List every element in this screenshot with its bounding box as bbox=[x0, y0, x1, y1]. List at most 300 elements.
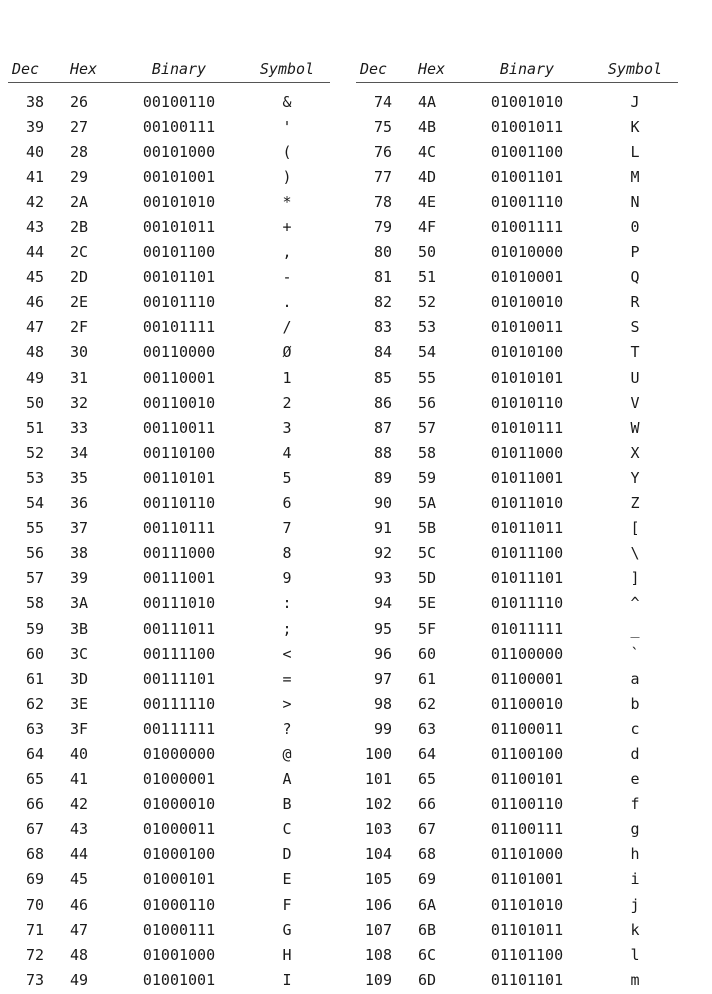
binary-cell: 01001101 bbox=[490, 167, 564, 186]
table-row bbox=[356, 240, 678, 265]
binary-cell: 01010101 bbox=[490, 368, 564, 387]
hex-cell: 52 bbox=[418, 293, 437, 312]
binary-cell: 00111100 bbox=[142, 644, 216, 663]
table-row bbox=[8, 867, 330, 892]
dec-cell: 79 bbox=[373, 218, 392, 237]
symbol-cell: a bbox=[630, 669, 640, 688]
dec-cell: 58 bbox=[25, 594, 44, 613]
hex-cell: 37 bbox=[70, 519, 89, 538]
hex-cell: 53 bbox=[418, 318, 437, 337]
table-row bbox=[356, 967, 678, 992]
binary-cell: 00101110 bbox=[142, 293, 216, 312]
symbol-cell: i bbox=[630, 870, 640, 889]
hex-cell: 58 bbox=[418, 443, 437, 462]
hex-cell: 6C bbox=[418, 945, 437, 964]
binary-cell: 00101011 bbox=[142, 218, 216, 237]
table-row bbox=[8, 465, 330, 490]
table-row bbox=[8, 265, 330, 290]
hex-cell: 5B bbox=[418, 519, 437, 538]
binary-cell: 00101000 bbox=[142, 142, 216, 161]
hex-cell: 3F bbox=[70, 719, 89, 738]
hex-cell: 4E bbox=[418, 192, 437, 211]
symbol-cell: S bbox=[630, 318, 640, 337]
symbol-cell: C bbox=[282, 820, 292, 839]
hex-cell: 2F bbox=[70, 318, 89, 337]
hex-cell: 47 bbox=[70, 920, 89, 939]
table-row bbox=[8, 214, 330, 239]
symbol-cell: ? bbox=[282, 719, 292, 738]
table-row bbox=[356, 741, 678, 766]
symbol-cell: k bbox=[630, 920, 640, 939]
symbol-cell: / bbox=[282, 318, 292, 337]
hex-cell: 63 bbox=[418, 719, 437, 738]
binary-cell: 01100111 bbox=[490, 820, 564, 839]
table-row bbox=[356, 365, 678, 390]
dec-cell: 44 bbox=[25, 243, 44, 262]
binary-cell: 01000010 bbox=[142, 795, 216, 814]
header-binary: Binary bbox=[114, 52, 244, 83]
binary-cell: 00111110 bbox=[142, 694, 216, 713]
table-row bbox=[356, 139, 678, 164]
symbol-cell: b bbox=[630, 694, 640, 713]
table-row bbox=[8, 365, 330, 390]
binary-cell: 01011001 bbox=[490, 468, 564, 487]
binary-cell: 01010100 bbox=[490, 343, 564, 362]
symbol-cell: m bbox=[630, 970, 640, 989]
symbol-cell: ) bbox=[282, 167, 292, 186]
binary-cell: 01011110 bbox=[490, 594, 564, 613]
binary-cell: 01011100 bbox=[490, 544, 564, 563]
binary-cell: 01011011 bbox=[490, 519, 564, 538]
binary-cell: 00101101 bbox=[142, 268, 216, 287]
hex-cell: 2D bbox=[70, 268, 89, 287]
binary-cell: 01100010 bbox=[490, 694, 564, 713]
symbol-cell: 7 bbox=[282, 519, 292, 538]
table-row bbox=[8, 164, 330, 189]
binary-cell: 00110100 bbox=[142, 443, 216, 462]
binary-cell: 00100110 bbox=[142, 92, 216, 111]
hex-cell: 56 bbox=[418, 393, 437, 412]
binary-cell: 00110111 bbox=[142, 519, 216, 538]
table-row bbox=[356, 591, 678, 616]
dec-cell: 96 bbox=[373, 644, 392, 663]
symbol-cell: : bbox=[282, 594, 292, 613]
binary-cell: 01100011 bbox=[490, 719, 564, 738]
table-row bbox=[356, 340, 678, 365]
hex-cell: 59 bbox=[418, 468, 437, 487]
dec-cell: 64 bbox=[25, 744, 44, 763]
dec-cell: 47 bbox=[25, 318, 44, 337]
table-row bbox=[8, 516, 330, 541]
hex-cell: 5E bbox=[418, 594, 437, 613]
hex-cell: 39 bbox=[70, 569, 89, 588]
binary-cell: 01001000 bbox=[142, 945, 216, 964]
dec-cell: 52 bbox=[25, 443, 44, 462]
hex-cell: 3D bbox=[70, 669, 89, 688]
hex-cell: 34 bbox=[70, 443, 89, 462]
dec-cell: 42 bbox=[25, 192, 44, 211]
hex-cell: 48 bbox=[70, 945, 89, 964]
dec-cell: 59 bbox=[25, 619, 44, 638]
hex-cell: 62 bbox=[418, 694, 437, 713]
dec-cell: 43 bbox=[25, 218, 44, 237]
symbol-cell: N bbox=[630, 192, 640, 211]
dec-cell: 39 bbox=[25, 117, 44, 136]
dec-cell: 101 bbox=[364, 770, 392, 789]
symbol-cell: 4 bbox=[282, 443, 292, 462]
binary-cell: 00111111 bbox=[142, 719, 216, 738]
symbol-cell: Z bbox=[630, 494, 640, 513]
table-row bbox=[8, 792, 330, 817]
table-row bbox=[356, 892, 678, 917]
dec-cell: 49 bbox=[25, 368, 44, 387]
binary-cell: 00111101 bbox=[142, 669, 216, 688]
table-row bbox=[8, 641, 330, 666]
dec-cell: 77 bbox=[373, 167, 392, 186]
binary-cell: 01000101 bbox=[142, 870, 216, 889]
table-row bbox=[356, 691, 678, 716]
symbol-cell: B bbox=[282, 795, 292, 814]
symbol-cell: F bbox=[282, 895, 292, 914]
dec-cell: 106 bbox=[364, 895, 392, 914]
symbol-cell: D bbox=[282, 845, 292, 864]
dec-cell: 78 bbox=[373, 192, 392, 211]
dec-cell: 81 bbox=[373, 268, 392, 287]
header-symbol: Symbol bbox=[244, 52, 330, 83]
dec-cell: 66 bbox=[25, 795, 44, 814]
table-row bbox=[8, 716, 330, 741]
symbol-cell: W bbox=[630, 418, 640, 437]
table-row bbox=[356, 189, 678, 214]
table-row bbox=[356, 83, 678, 115]
table-row bbox=[8, 616, 330, 641]
symbol-cell: @ bbox=[282, 744, 292, 763]
table-row bbox=[8, 967, 330, 992]
table-row bbox=[8, 491, 330, 516]
ascii-table-left bbox=[8, 52, 330, 992]
hex-cell: 5D bbox=[418, 569, 437, 588]
table-row bbox=[356, 114, 678, 139]
hex-cell: 60 bbox=[418, 644, 437, 663]
hex-cell: 5F bbox=[418, 619, 437, 638]
dec-cell: 55 bbox=[25, 519, 44, 538]
hex-cell: 43 bbox=[70, 820, 89, 839]
ascii-table-right bbox=[356, 52, 678, 992]
hex-cell: 65 bbox=[418, 770, 437, 789]
table-row bbox=[8, 566, 330, 591]
hex-cell: 28 bbox=[70, 142, 89, 161]
hex-cell: 4C bbox=[418, 142, 437, 161]
symbol-cell: 1 bbox=[282, 368, 292, 387]
dec-cell: 45 bbox=[25, 268, 44, 287]
binary-cell: 01011101 bbox=[490, 569, 564, 588]
dec-cell: 107 bbox=[364, 920, 392, 939]
hex-cell: 68 bbox=[418, 845, 437, 864]
dec-cell: 102 bbox=[364, 795, 392, 814]
symbol-cell: I bbox=[282, 970, 292, 989]
table-row bbox=[8, 340, 330, 365]
header-dec: Dec bbox=[8, 52, 58, 83]
dec-cell: 41 bbox=[25, 167, 44, 186]
table-row bbox=[356, 566, 678, 591]
table-row bbox=[8, 139, 330, 164]
dec-cell: 63 bbox=[25, 719, 44, 738]
binary-cell: 01101001 bbox=[490, 870, 564, 889]
symbol-cell: = bbox=[282, 669, 292, 688]
dec-cell: 57 bbox=[25, 569, 44, 588]
symbol-cell: U bbox=[630, 368, 640, 387]
dec-cell: 62 bbox=[25, 694, 44, 713]
symbol-cell: ` bbox=[630, 644, 640, 663]
binary-cell: 01001011 bbox=[490, 117, 564, 136]
hex-cell: 32 bbox=[70, 393, 89, 412]
dec-cell: 85 bbox=[373, 368, 392, 387]
dec-cell: 88 bbox=[373, 443, 392, 462]
binary-cell: 00101100 bbox=[142, 243, 216, 262]
dec-cell: 74 bbox=[373, 92, 392, 111]
dec-cell: 94 bbox=[373, 594, 392, 613]
binary-cell: 01001100 bbox=[490, 142, 564, 161]
hex-cell: 3C bbox=[70, 644, 89, 663]
symbol-cell: Q bbox=[630, 268, 640, 287]
hex-cell: 5C bbox=[418, 544, 437, 563]
binary-cell: 01101011 bbox=[490, 920, 564, 939]
binary-cell: 01001110 bbox=[490, 192, 564, 211]
symbol-cell: j bbox=[630, 895, 640, 914]
dec-cell: 61 bbox=[25, 669, 44, 688]
dec-cell: 84 bbox=[373, 343, 392, 362]
symbol-cell: f bbox=[630, 795, 640, 814]
symbol-cell: K bbox=[630, 117, 640, 136]
table-row bbox=[8, 440, 330, 465]
symbol-cell: _ bbox=[630, 619, 640, 638]
dec-cell: 92 bbox=[373, 544, 392, 563]
table-row bbox=[8, 917, 330, 942]
symbol-cell: & bbox=[282, 92, 292, 111]
symbol-cell: M bbox=[630, 167, 640, 186]
dec-cell: 109 bbox=[364, 970, 392, 989]
hex-cell: 6D bbox=[418, 970, 437, 989]
table-row bbox=[356, 867, 678, 892]
binary-cell: 00101010 bbox=[142, 192, 216, 211]
binary-cell: 01000110 bbox=[142, 895, 216, 914]
table-row bbox=[8, 541, 330, 566]
table-row bbox=[8, 666, 330, 691]
symbol-cell: 3 bbox=[282, 418, 292, 437]
dec-cell: 90 bbox=[373, 494, 392, 513]
symbol-cell: H bbox=[282, 945, 292, 964]
symbol-cell: P bbox=[630, 243, 640, 262]
binary-cell: 01010111 bbox=[490, 418, 564, 437]
dec-cell: 97 bbox=[373, 669, 392, 688]
table-row bbox=[356, 390, 678, 415]
symbol-cell: 0 bbox=[630, 218, 640, 237]
table-row bbox=[356, 792, 678, 817]
hex-cell: 33 bbox=[70, 418, 89, 437]
table-row bbox=[356, 214, 678, 239]
hex-cell: 54 bbox=[418, 343, 437, 362]
hex-cell: 2C bbox=[70, 243, 89, 262]
symbol-cell: > bbox=[282, 694, 292, 713]
binary-cell: 01100101 bbox=[490, 770, 564, 789]
dec-cell: 103 bbox=[364, 820, 392, 839]
hex-cell: 5A bbox=[418, 494, 437, 513]
binary-cell: 01000001 bbox=[142, 770, 216, 789]
table-row bbox=[356, 817, 678, 842]
table-row bbox=[356, 767, 678, 792]
binary-cell: 01011000 bbox=[490, 443, 564, 462]
dec-cell: 76 bbox=[373, 142, 392, 161]
dec-cell: 69 bbox=[25, 870, 44, 889]
table-row bbox=[356, 666, 678, 691]
binary-cell: 00110101 bbox=[142, 468, 216, 487]
table-row bbox=[8, 83, 330, 115]
table-row bbox=[356, 315, 678, 340]
dec-cell: 98 bbox=[373, 694, 392, 713]
hex-cell: 41 bbox=[70, 770, 89, 789]
table-row bbox=[356, 440, 678, 465]
hex-cell: 35 bbox=[70, 468, 89, 487]
header-symbol: Symbol bbox=[592, 52, 678, 83]
dec-cell: 51 bbox=[25, 418, 44, 437]
dec-cell: 89 bbox=[373, 468, 392, 487]
binary-cell: 00101001 bbox=[142, 167, 216, 186]
binary-cell: 01011111 bbox=[490, 619, 564, 638]
symbol-cell: 5 bbox=[282, 468, 292, 487]
symbol-cell: ] bbox=[630, 569, 640, 588]
table-row bbox=[8, 741, 330, 766]
binary-cell: 01010010 bbox=[490, 293, 564, 312]
table-row bbox=[356, 265, 678, 290]
symbol-cell: V bbox=[630, 393, 640, 412]
dec-cell: 108 bbox=[364, 945, 392, 964]
symbol-cell: R bbox=[630, 293, 640, 312]
binary-cell: 00110010 bbox=[142, 393, 216, 412]
binary-cell: 01101101 bbox=[490, 970, 564, 989]
header-row bbox=[8, 52, 330, 83]
symbol-cell: J bbox=[630, 92, 640, 111]
hex-cell: 2B bbox=[70, 218, 89, 237]
symbol-cell: , bbox=[282, 243, 292, 262]
table-row bbox=[356, 491, 678, 516]
symbol-cell: g bbox=[630, 820, 640, 839]
hex-cell: 6A bbox=[418, 895, 437, 914]
table-row bbox=[8, 892, 330, 917]
binary-cell: 00111010 bbox=[142, 594, 216, 613]
hex-cell: 2A bbox=[70, 192, 89, 211]
table-row bbox=[356, 290, 678, 315]
dec-cell: 100 bbox=[364, 744, 392, 763]
hex-cell: 3A bbox=[70, 594, 89, 613]
binary-cell: 01101100 bbox=[490, 945, 564, 964]
table-row bbox=[356, 465, 678, 490]
binary-cell: 00110001 bbox=[142, 368, 216, 387]
hex-cell: 30 bbox=[70, 343, 89, 362]
table-row bbox=[8, 415, 330, 440]
binary-cell: 01001111 bbox=[490, 218, 564, 237]
table-row bbox=[8, 591, 330, 616]
header-dec: Dec bbox=[356, 52, 406, 83]
hex-cell: 50 bbox=[418, 243, 437, 262]
table-row bbox=[8, 767, 330, 792]
binary-cell: 01001010 bbox=[490, 92, 564, 111]
hex-cell: 66 bbox=[418, 795, 437, 814]
binary-cell: 01000000 bbox=[142, 744, 216, 763]
table-row bbox=[356, 942, 678, 967]
binary-cell: 01010001 bbox=[490, 268, 564, 287]
table-row bbox=[8, 189, 330, 214]
table-row bbox=[8, 114, 330, 139]
binary-cell: 01011010 bbox=[490, 494, 564, 513]
dec-cell: 46 bbox=[25, 293, 44, 312]
table-row bbox=[356, 842, 678, 867]
binary-cell: 01100001 bbox=[490, 669, 564, 688]
table-row bbox=[8, 691, 330, 716]
binary-cell: 01000100 bbox=[142, 845, 216, 864]
symbol-cell: \ bbox=[630, 544, 640, 563]
table-row bbox=[356, 641, 678, 666]
dec-cell: 38 bbox=[25, 92, 44, 111]
table-row bbox=[356, 917, 678, 942]
dec-cell: 87 bbox=[373, 418, 392, 437]
binary-cell: 00101111 bbox=[142, 318, 216, 337]
binary-cell: 01000111 bbox=[142, 920, 216, 939]
hex-cell: 45 bbox=[70, 870, 89, 889]
symbol-cell: e bbox=[630, 770, 640, 789]
table-row bbox=[356, 716, 678, 741]
dec-cell: 50 bbox=[25, 393, 44, 412]
table-row bbox=[8, 817, 330, 842]
binary-cell: 01100000 bbox=[490, 644, 564, 663]
hex-cell: 40 bbox=[70, 744, 89, 763]
hex-cell: 26 bbox=[70, 92, 89, 111]
binary-cell: 00110110 bbox=[142, 494, 216, 513]
symbol-cell: h bbox=[630, 845, 640, 864]
hex-cell: 3B bbox=[70, 619, 89, 638]
symbol-cell: X bbox=[630, 443, 640, 462]
dec-cell: 95 bbox=[373, 619, 392, 638]
symbol-cell: A bbox=[282, 770, 292, 789]
symbol-cell: d bbox=[630, 744, 640, 763]
dec-cell: 70 bbox=[25, 895, 44, 914]
symbol-cell: l bbox=[630, 945, 640, 964]
hex-cell: 4D bbox=[418, 167, 437, 186]
binary-cell: 00111000 bbox=[142, 544, 216, 563]
dec-cell: 72 bbox=[25, 945, 44, 964]
dec-cell: 48 bbox=[25, 343, 44, 362]
binary-cell: 01010000 bbox=[490, 243, 564, 262]
symbol-cell: 8 bbox=[282, 544, 292, 563]
symbol-cell: 6 bbox=[282, 494, 292, 513]
table-row bbox=[8, 315, 330, 340]
symbol-cell: ^ bbox=[630, 594, 640, 613]
hex-cell: 6B bbox=[418, 920, 437, 939]
dec-cell: 71 bbox=[25, 920, 44, 939]
binary-cell: 01101000 bbox=[490, 845, 564, 864]
symbol-cell: Ø bbox=[282, 343, 292, 362]
header-hex: Hex bbox=[58, 52, 114, 83]
binary-cell: 00100111 bbox=[142, 117, 216, 136]
dec-cell: 40 bbox=[25, 142, 44, 161]
symbol-cell: ( bbox=[282, 142, 292, 161]
binary-cell: 01010011 bbox=[490, 318, 564, 337]
symbol-cell: Y bbox=[630, 468, 640, 487]
dec-cell: 54 bbox=[25, 494, 44, 513]
hex-cell: 4B bbox=[418, 117, 437, 136]
dec-cell: 60 bbox=[25, 644, 44, 663]
hex-cell: 61 bbox=[418, 669, 437, 688]
symbol-cell: . bbox=[282, 293, 292, 312]
